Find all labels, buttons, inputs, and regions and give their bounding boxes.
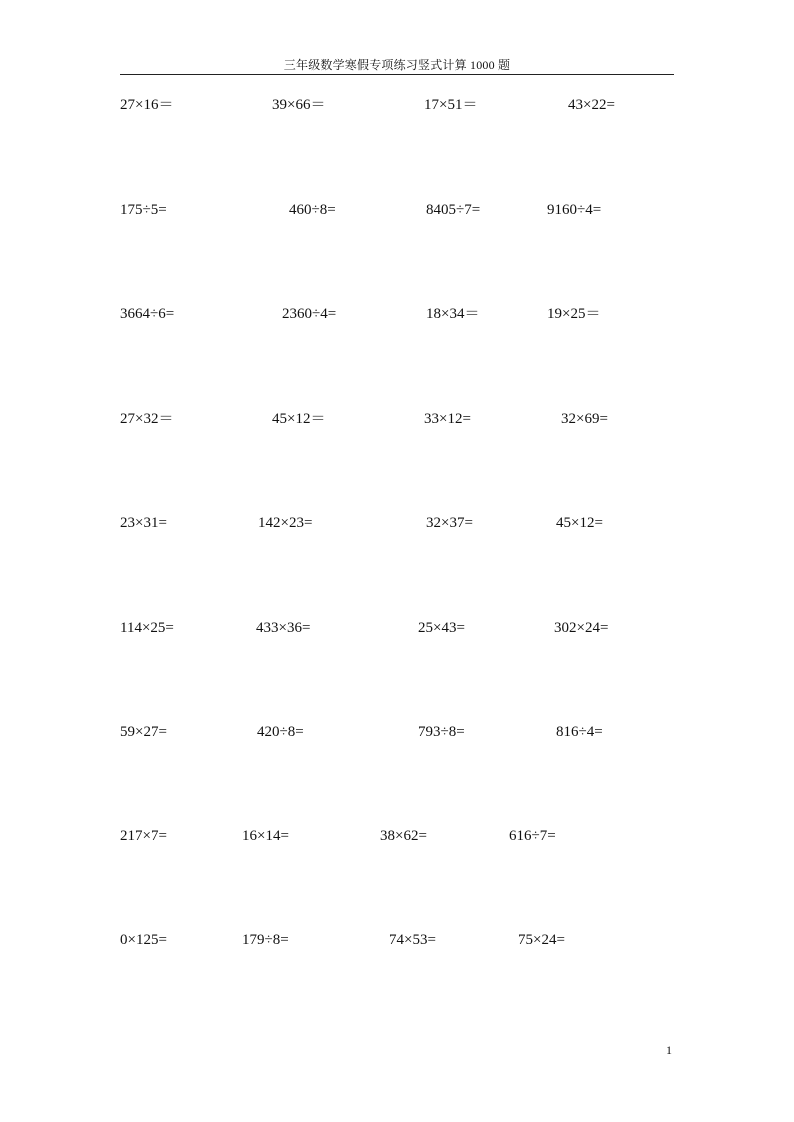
math-problem: 59×27= (120, 724, 167, 740)
math-problem: 32×69= (561, 411, 608, 427)
math-problem: 0×125= (120, 932, 167, 948)
math-problem: 8405÷7= (426, 202, 481, 218)
math-problem: 27×16＝ (120, 97, 174, 113)
math-problem: 9160÷4= (547, 202, 602, 218)
math-problem: 23×31= (120, 515, 167, 531)
math-problem: 43×22= (568, 97, 615, 113)
math-problem: 19×25＝ (547, 306, 601, 322)
math-problem: 17×51＝ (424, 97, 478, 113)
math-problem: 33×12= (424, 411, 471, 427)
math-problem: 39×66＝ (272, 97, 326, 113)
math-problem: 32×37= (426, 515, 473, 531)
math-problem: 793÷8= (418, 724, 465, 740)
math-problem: 27×32＝ (120, 411, 174, 427)
math-problem: 25×43= (418, 620, 465, 636)
math-problem: 18×34＝ (426, 306, 480, 322)
page-number: 1 (666, 1043, 672, 1057)
math-problem: 302×24= (554, 620, 609, 636)
math-problem: 816÷4= (556, 724, 603, 740)
math-problem: 38×62= (380, 828, 427, 844)
math-problem: 45×12= (556, 515, 603, 531)
math-problem: 175÷5= (120, 202, 167, 218)
math-problem: 16×14= (242, 828, 289, 844)
math-problem: 142×23= (258, 515, 313, 531)
page-title: 三年级数学寒假专项练习竖式计算 1000 题 (283, 58, 511, 72)
math-problem: 460÷8= (289, 202, 336, 218)
math-problem: 3664÷6= (120, 306, 175, 322)
math-problem: 616÷7= (509, 828, 556, 844)
math-problem: 420÷8= (257, 724, 304, 740)
math-problem: 45×12＝ (272, 411, 326, 427)
math-problem: 2360÷4= (282, 306, 337, 322)
math-problem: 179÷8= (242, 932, 289, 948)
math-problem: 114×25= (120, 620, 174, 636)
math-problem: 75×24= (518, 932, 565, 948)
math-problem: 217×7= (120, 828, 167, 844)
math-problem: 74×53= (389, 932, 436, 948)
math-problem: 433×36= (256, 620, 311, 636)
